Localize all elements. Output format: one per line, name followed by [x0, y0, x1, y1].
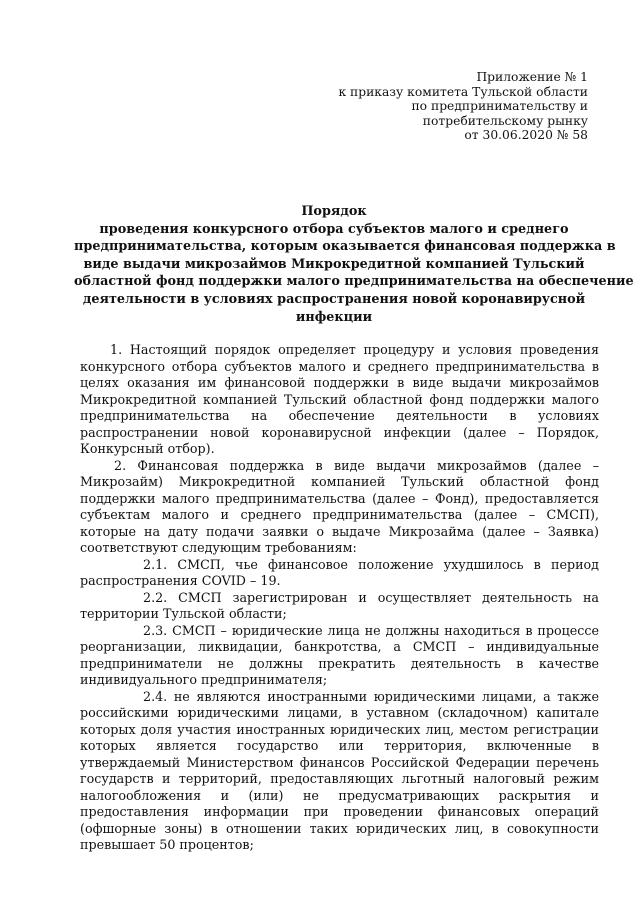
- document-body: [80, 342, 599, 854]
- title-line: деятельности в условиях распространения новой коронавирусной: [82, 291, 586, 307]
- appendix-line: Приложение № 1: [476, 70, 588, 84]
- title-line: виде выдачи микрозаймов Микрокредитной компанией Тульский: [83, 256, 585, 272]
- title-line: областной фонд поддержки малого предпринимательства на обеспечение: [74, 274, 634, 290]
- document-title: [74, 203, 634, 326]
- appendix-line: от 30.06.2020 № 58: [464, 128, 588, 143]
- paragraph-1: 1. Настоящий порядок определяет процедуру и условия проведения конкурсного отбора субъектов малого и среднего предпринимательства в целях оказания им финансовой поддержки в виде выдачи микрозаймов Микрокредитной компанией Тульский областной фонд поддержки малого предпринимательства на обеспечение деятельности в условиях распространении новой коронавирусной инфекции (далее – Порядок, Конкурсный отбор).: [80, 342, 599, 456]
- title-heading: Порядок: [301, 204, 367, 219]
- appendix-note: [268, 70, 588, 143]
- paragraph-2-3: 2.3. СМСП – юридические лица не должны находиться в процессе реорганизации, ликвидации, банкротства, а СМСП – индивидуальные предприниматели не должны прекратить деятельность в качестве индивидуального предпринимателя;: [80, 622, 599, 687]
- paragraph-2-2: 2.2. СМСП зарегистрирован и осуществляет деятельность на территории Тульской области;: [80, 589, 599, 621]
- appendix-line: по предпринимательству и: [411, 99, 588, 114]
- title-line: предпринимательства, которым оказывается финансовая поддержка в: [74, 239, 616, 255]
- paragraph-2: 2. Финансовая поддержка в виде выдачи микрозаймов (далее – Микрозайм) Микрокредитной компанией Тульский областной фонд поддержки малого предпринимательства (далее – Фонд), предоставляется субъектам малого и среднего предпринимательства (далее – СМСП), которые на дату подачи заявки о выдаче Микрозайма (далее – Заявка) соответствуют следующим требованиям:: [80, 457, 599, 555]
- paragraph-2-4: 2.4. не являются иностранными юридическими лицами, а также российскими юридическими лицами, в уставном (складочном) капитале которых доля участия иностранных юридических лиц, местом регистрации которых является государство или территория, включенные в утверждаемый Министерством финансов Российской Федерации перечень государств и территорий, предоставляющих льготный налоговый режим налогообложения и (или) не предусматривающих раскрытия и предоставления информации при проведении финансовых операций (офшорные зоны) в отношении таких юридических лиц, в совокупности превышает 50 процентов;: [80, 688, 599, 852]
- appendix-line: к приказу комитета Тульской области: [338, 84, 588, 99]
- title-line: проведения конкурсного отбора субъектов малого и среднего: [99, 221, 569, 237]
- title-line: инфекции: [295, 309, 373, 325]
- paragraph-2-1: 2.1. СМСП, чье финансовое положение ухудшилось в период распространения COVID – 19.: [80, 556, 599, 588]
- appendix-line: потребительскому рынку: [422, 113, 588, 128]
